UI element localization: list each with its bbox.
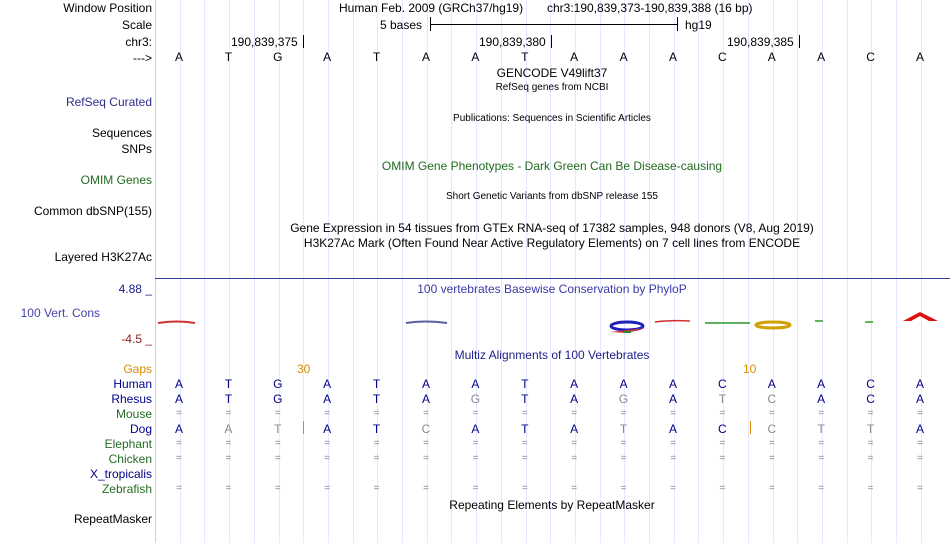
aligned-base: T [274, 422, 282, 436]
scale-label: Scale [121, 18, 152, 32]
aligned-base: = [670, 453, 676, 464]
guideline [155, 0, 156, 543]
aligned-base: A [323, 422, 332, 436]
aligned-base: = [176, 483, 182, 494]
aligned-base: = [176, 453, 182, 464]
common-dbsnp-label[interactable]: Common dbSNP(155) [33, 204, 152, 218]
aligned-base: = [571, 438, 578, 449]
aligned-base: = [373, 483, 380, 494]
aligned-base: = [670, 483, 676, 494]
sequence-base: A [915, 50, 924, 64]
aligned-base: G [618, 392, 629, 406]
dbsnp-title[interactable]: Short Genetic Variants from dbSNP release 155 [446, 191, 658, 202]
species-label[interactable]: Rhesus [111, 392, 152, 406]
aligned-base: A [323, 392, 332, 406]
refseq-curated-label[interactable]: RefSeq Curated [65, 95, 152, 109]
aligned-base: = [521, 453, 528, 464]
aligned-base: T [521, 377, 529, 391]
sequence-base: A [421, 50, 430, 64]
aligned-base: = [719, 483, 726, 494]
sequence-base: G [273, 50, 283, 64]
species-label[interactable]: Mouse [115, 407, 152, 421]
aligned-base: = [768, 408, 775, 419]
aligned-base: = [472, 453, 479, 464]
aligned-base: = [670, 438, 676, 449]
species-label[interactable]: Zebrafish [101, 482, 152, 496]
aligned-base: = [274, 453, 281, 464]
publications-title[interactable]: Publications: Sequences in Scientific Articles [453, 113, 651, 124]
aligned-base: = [917, 483, 923, 494]
aligned-base: A [570, 422, 579, 436]
guideline [204, 0, 205, 543]
aligned-base: = [571, 483, 578, 494]
refseq-title[interactable]: RefSeq genes from NCBI [495, 82, 609, 93]
sequence-base: A [570, 50, 579, 64]
aligned-base: A [817, 377, 826, 391]
sequence-base: C [866, 50, 875, 64]
aligned-base: A [421, 377, 430, 391]
sequence-base: T [372, 50, 381, 64]
sequence-base: A [174, 50, 183, 64]
coordinate-label: 190,839,375 [231, 35, 298, 49]
guideline [649, 0, 650, 543]
aligned-base: = [373, 438, 380, 449]
aligned-base: C [866, 377, 875, 391]
window-position-label: Window Position [63, 1, 152, 15]
aligned-base: = [620, 453, 627, 464]
sequence-base: T [521, 50, 529, 64]
aligned-base: C [767, 422, 777, 436]
assembly-title: Human Feb. 2009 (GRCh37/hg19) [339, 1, 524, 15]
aligned-base: = [274, 408, 281, 419]
aligned-base: = [225, 438, 232, 449]
guideline [896, 0, 897, 543]
aligned-base: = [818, 453, 825, 464]
guideline [254, 0, 255, 543]
strand-toggle[interactable]: ---> [133, 51, 152, 65]
aligned-base: A [668, 377, 677, 391]
aligned-base: A [767, 377, 776, 391]
coordinate-tick [303, 35, 304, 48]
scale-text: 5 bases [380, 18, 423, 32]
aligned-base: G [273, 377, 283, 391]
window-position: chr3:190,839,373-190,839,388 (16 bp) [547, 1, 753, 15]
phylop-title[interactable]: 100 vertebrates Basewise Conservation by PhyloP [417, 282, 687, 296]
aligned-base: = [867, 408, 874, 419]
aligned-base: = [423, 453, 429, 464]
guideline [451, 0, 452, 543]
aligned-base: = [620, 438, 627, 449]
aligned-base: = [176, 408, 182, 419]
coordinate-tick [551, 35, 552, 48]
aligned-base: = [373, 453, 380, 464]
h3k27ac-title[interactable]: H3K27Ac Mark (Often Found Near Active Regulatory Elements) on 7 cell lines from ENCODE [303, 236, 801, 250]
aligned-base: = [423, 438, 429, 449]
aligned-base: = [373, 408, 380, 419]
coordinate-label: 190,839,380 [479, 35, 546, 49]
repeatmasker-label[interactable]: RepeatMasker [73, 512, 152, 526]
sequence-base: A [619, 50, 628, 64]
aligned-base: T [372, 392, 381, 406]
aligned-base: A [174, 377, 183, 391]
aligned-base: A [174, 422, 183, 436]
aligned-base: = [225, 453, 232, 464]
coordinate-tick [799, 35, 800, 48]
repeatmasker-title[interactable]: Repeating Elements by RepeatMasker [449, 498, 655, 512]
guideline [698, 0, 699, 543]
aligned-base: C [718, 422, 727, 436]
aligned-base: = [225, 483, 232, 494]
aligned-base: A [668, 392, 677, 406]
aligned-base: C [767, 392, 777, 406]
species-label[interactable]: X_tropicalis [89, 467, 152, 481]
aligned-base: A [668, 422, 677, 436]
sequence-base: A [471, 50, 480, 64]
aligned-base: = [818, 438, 825, 449]
aligned-base: T [224, 392, 233, 406]
sequence-base: A [767, 50, 776, 64]
species-label[interactable]: Dog [129, 422, 152, 436]
aligned-base: = [917, 438, 923, 449]
gap-count: 10 [743, 362, 757, 376]
aligned-base: C [421, 422, 431, 436]
aligned-base: = [472, 438, 479, 449]
aligned-base: = [917, 408, 923, 419]
insertion-marker [303, 421, 304, 434]
guideline [797, 0, 798, 543]
species-label[interactable]: Elephant [104, 437, 152, 451]
aligned-base: T [718, 392, 727, 406]
gtex-title[interactable]: Gene Expression in 54 tissues from GTEx RNA-seq of 17382 samples, 948 donors (V8, Aug 2019) [290, 221, 814, 235]
aligned-base: A [570, 377, 579, 391]
aligned-base: A [224, 422, 233, 436]
gap-count: 30 [297, 362, 311, 376]
aligned-base: C [718, 377, 727, 391]
db-label: hg19 [685, 18, 712, 32]
aligned-base: = [867, 483, 874, 494]
guideline [847, 0, 848, 543]
aligned-base: A [471, 377, 480, 391]
aligned-base: A [915, 392, 924, 406]
insertion-marker [750, 421, 751, 434]
aligned-base: = [867, 438, 874, 449]
guideline [402, 0, 403, 543]
aligned-base: A [174, 392, 183, 406]
species-label[interactable]: Human [113, 377, 152, 391]
aligned-base: T [817, 422, 825, 436]
aligned-base: = [768, 438, 775, 449]
omim-title[interactable]: OMIM Gene Phenotypes - Dark Green Can Be Disease-causing [381, 159, 723, 173]
aligned-base: = [324, 453, 331, 464]
aligned-base: = [818, 408, 825, 419]
aligned-base: = [472, 483, 479, 494]
aligned-base: = [768, 483, 775, 494]
aligned-base: = [324, 408, 331, 419]
aligned-base: = [768, 453, 775, 464]
aligned-base: = [719, 453, 726, 464]
sequence-base: A [817, 50, 826, 64]
coordinate-label: 190,839,385 [727, 35, 794, 49]
sequence-base: T [224, 50, 233, 64]
aligned-base: = [867, 453, 874, 464]
aligned-base: = [176, 438, 182, 449]
aligned-base: = [818, 483, 825, 494]
gencode-title[interactable]: GENCODE V49lift37 [496, 66, 608, 80]
multiz-title[interactable]: Multiz Alignments of 100 Vertebrates [454, 348, 650, 362]
aligned-base: G [470, 392, 481, 406]
aligned-base: T [866, 422, 875, 436]
aligned-base: T [372, 377, 381, 391]
sequence-base: A [668, 50, 677, 64]
aligned-base: G [273, 392, 283, 406]
phylop-max-value: 4.88 _ [118, 282, 152, 296]
aligned-base: A [915, 377, 924, 391]
aligned-base: A [421, 392, 430, 406]
aligned-base: = [620, 483, 627, 494]
aligned-base: A [817, 392, 826, 406]
aligned-base: = [274, 483, 281, 494]
aligned-base: = [620, 408, 627, 419]
aligned-base: T [224, 377, 233, 391]
aligned-base: = [423, 408, 429, 419]
aligned-base: = [423, 483, 429, 494]
aligned-base: = [521, 483, 528, 494]
scale-bar [430, 17, 678, 31]
aligned-base: = [324, 438, 331, 449]
aligned-base: T [521, 392, 529, 406]
aligned-base: = [670, 408, 676, 419]
aligned-base: = [521, 408, 528, 419]
aligned-base: = [719, 408, 726, 419]
sequence-base: A [323, 50, 332, 64]
aligned-base: A [471, 422, 480, 436]
aligned-base: = [571, 408, 578, 419]
gaps-label: Gaps [123, 362, 152, 376]
vert-cons-label[interactable]: 100 Vert. Cons [20, 306, 100, 320]
aligned-base: T [521, 422, 529, 436]
aligned-base: = [225, 408, 232, 419]
snps-label[interactable]: SNPs [121, 142, 152, 156]
aligned-base: = [324, 483, 331, 494]
sequence-base: C [718, 50, 727, 64]
layered-h3k27ac-label[interactable]: Layered H3K27Ac [54, 250, 152, 264]
aligned-base: T [372, 422, 381, 436]
aligned-base: A [619, 377, 628, 391]
omim-genes-label[interactable]: OMIM Genes [80, 173, 152, 187]
aligned-base: = [571, 453, 578, 464]
aligned-base: T [619, 422, 628, 436]
aligned-base: = [917, 453, 923, 464]
aligned-base: C [866, 392, 875, 406]
guideline [353, 0, 354, 543]
species-label[interactable]: Chicken [108, 452, 152, 466]
aligned-base: A [323, 377, 332, 391]
h3k27ac-baseline [155, 278, 950, 279]
phylop-logo [155, 300, 950, 340]
guideline [303, 0, 304, 543]
aligned-base: A [570, 392, 579, 406]
aligned-base: = [719, 438, 726, 449]
chrom-label: chr3: [125, 35, 152, 49]
phylop-min-value: -4.5 _ [121, 332, 152, 346]
aligned-base: A [915, 422, 924, 436]
sequences-label[interactable]: Sequences [91, 126, 152, 140]
aligned-base: = [274, 438, 281, 449]
aligned-base: = [472, 408, 479, 419]
aligned-base: = [521, 438, 528, 449]
guideline [748, 0, 749, 543]
